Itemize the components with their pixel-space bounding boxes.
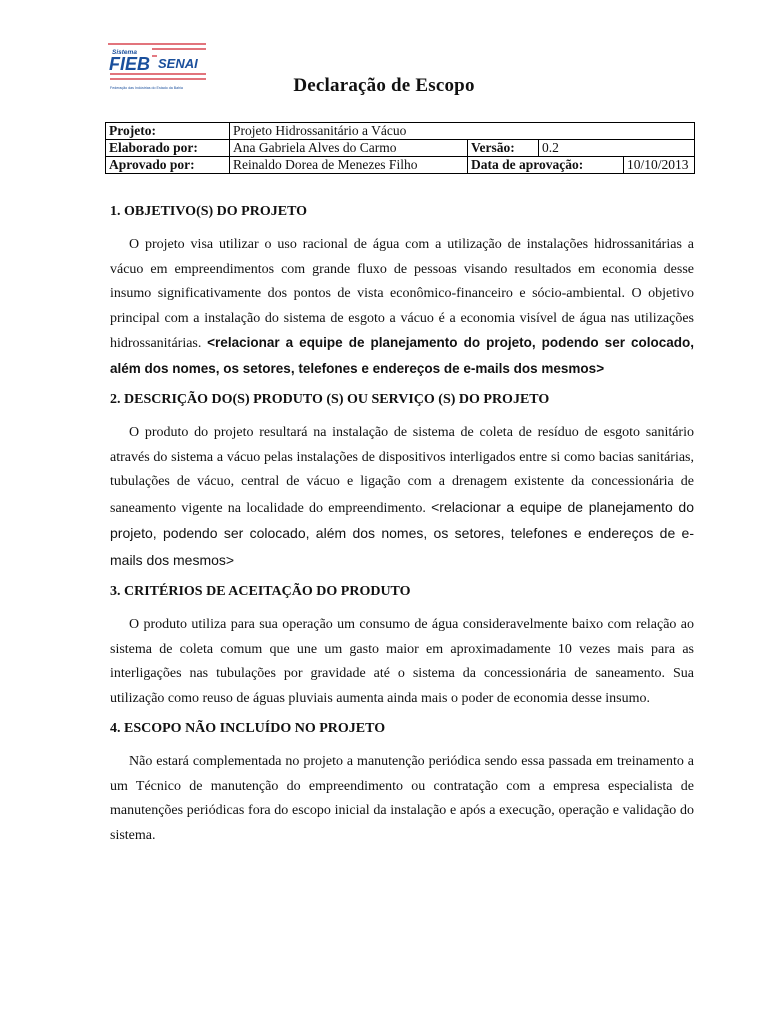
aprovado-label: Aprovado por: [106, 157, 230, 174]
section-paragraph-objetivo [110, 233, 694, 382]
logo-top-text: Sistema [112, 49, 137, 56]
section-heading-descricao: 2. DESCRIÇÃO DO(S) PRODUTO (S) OU SERVIÇO (S) DO PROJETO [110, 392, 550, 407]
section-heading-criterios: 3. CRITÉRIOS DE ACEITAÇÃO DO PRODUTO [110, 584, 411, 599]
logo-brand-text: SENAI [158, 56, 198, 71]
table-row [106, 140, 695, 157]
projeto-value: Projeto Hidrossanitário a Vácuo [230, 123, 695, 140]
aprovado-value: Reinaldo Dorea de Menezes Filho [230, 157, 468, 174]
table-row [106, 123, 695, 140]
document-body [110, 202, 694, 848]
table-row [106, 157, 695, 174]
project-info-table [105, 122, 695, 174]
versao-label: Versão: [468, 140, 539, 157]
section-paragraph-criterios [110, 613, 694, 711]
document-title: Declaração de Escopo [293, 75, 475, 96]
section-heading-objetivo: 1. OBJETIVO(S) DO PROJETO [110, 204, 308, 219]
versao-value: 0.2 [539, 140, 695, 157]
section-paragraph-escopo-nao-incluido [110, 750, 694, 848]
logo-main-text: FIEB [109, 54, 151, 74]
elaborado-value: Ana Gabriela Alves do Carmo [230, 140, 468, 157]
projeto-label: Projeto: [106, 123, 230, 140]
data-aprovacao-label: Data de aprovação: [468, 157, 624, 174]
section-heading-escopo-nao-incluido: 4. ESCOPO NÃO INCLUÍDO NO PROJETO [110, 721, 386, 736]
placeholder-note: <relacionar a equipe de planejamento do projeto, podendo ser colocado, além dos nomes, os setores, telefones e endereços de e-mails dos mesmos> [110, 335, 695, 376]
section-paragraph-descricao [110, 421, 694, 574]
paragraph-text: O projeto visa utilizar o uso racional de água com a utilização de instalações hidrossanitárias a vácuo em empreendimentos com grande fluxo de pessoas visando resultados em economia desse insumo significativamente dos pontos de vista econômico-financeiro e sócio-ambiental. O objetivo principal com a instalação do sistema de esgoto a vácuo é a economia visível de água nas utilizações hidrossanitárias. [110, 237, 694, 351]
elaborado-label: Elaborado por: [106, 140, 230, 157]
placeholder-note: <relacionar a equipe de planejamento do projeto, podendo ser colocado, além dos nomes, os setores, telefones e endereços de e-mails dos mesmos> [110, 498, 694, 568]
paragraph-text: O produto utiliza para sua operação um consumo de água consideravelmente baixo com relação ao sistema de coleta comum que une um gasto maior em aproximadamente 10 vezes mais para as interligações nas tubulações por gravidade até o sistema da concessionária de saneamento. Sua utilização como reuso de águas pluviais aumenta ainda mais o poder de economia desse insumo. [110, 617, 694, 706]
logo-caption: Federação das Indústrias do Estado da Bahia [110, 86, 183, 90]
data-aprovacao-value: 10/10/2013 [624, 157, 695, 174]
paragraph-text: Não estará complementada no projeto a manutenção periódica sendo essa passada em treinamento a um Técnico de manutenção do empreendimento ou contratação com a empresa especialista de manutenções periódicas fora do escopo inicial da instalação e após a execução, operação e validação do sistema. [110, 754, 694, 843]
paragraph-text: O produto do projeto resultará na instalação de sistema de coleta de resíduo de esgoto sanitário através do sistema a vácuo pelas instalações de dispositivos interligados entre si como bacias sanitárias, tubulações de vácuo, central de vácuo e ligação com a drenagem existente da concessionária de saneamento vigente na localidade do empreendimento. [110, 425, 694, 516]
